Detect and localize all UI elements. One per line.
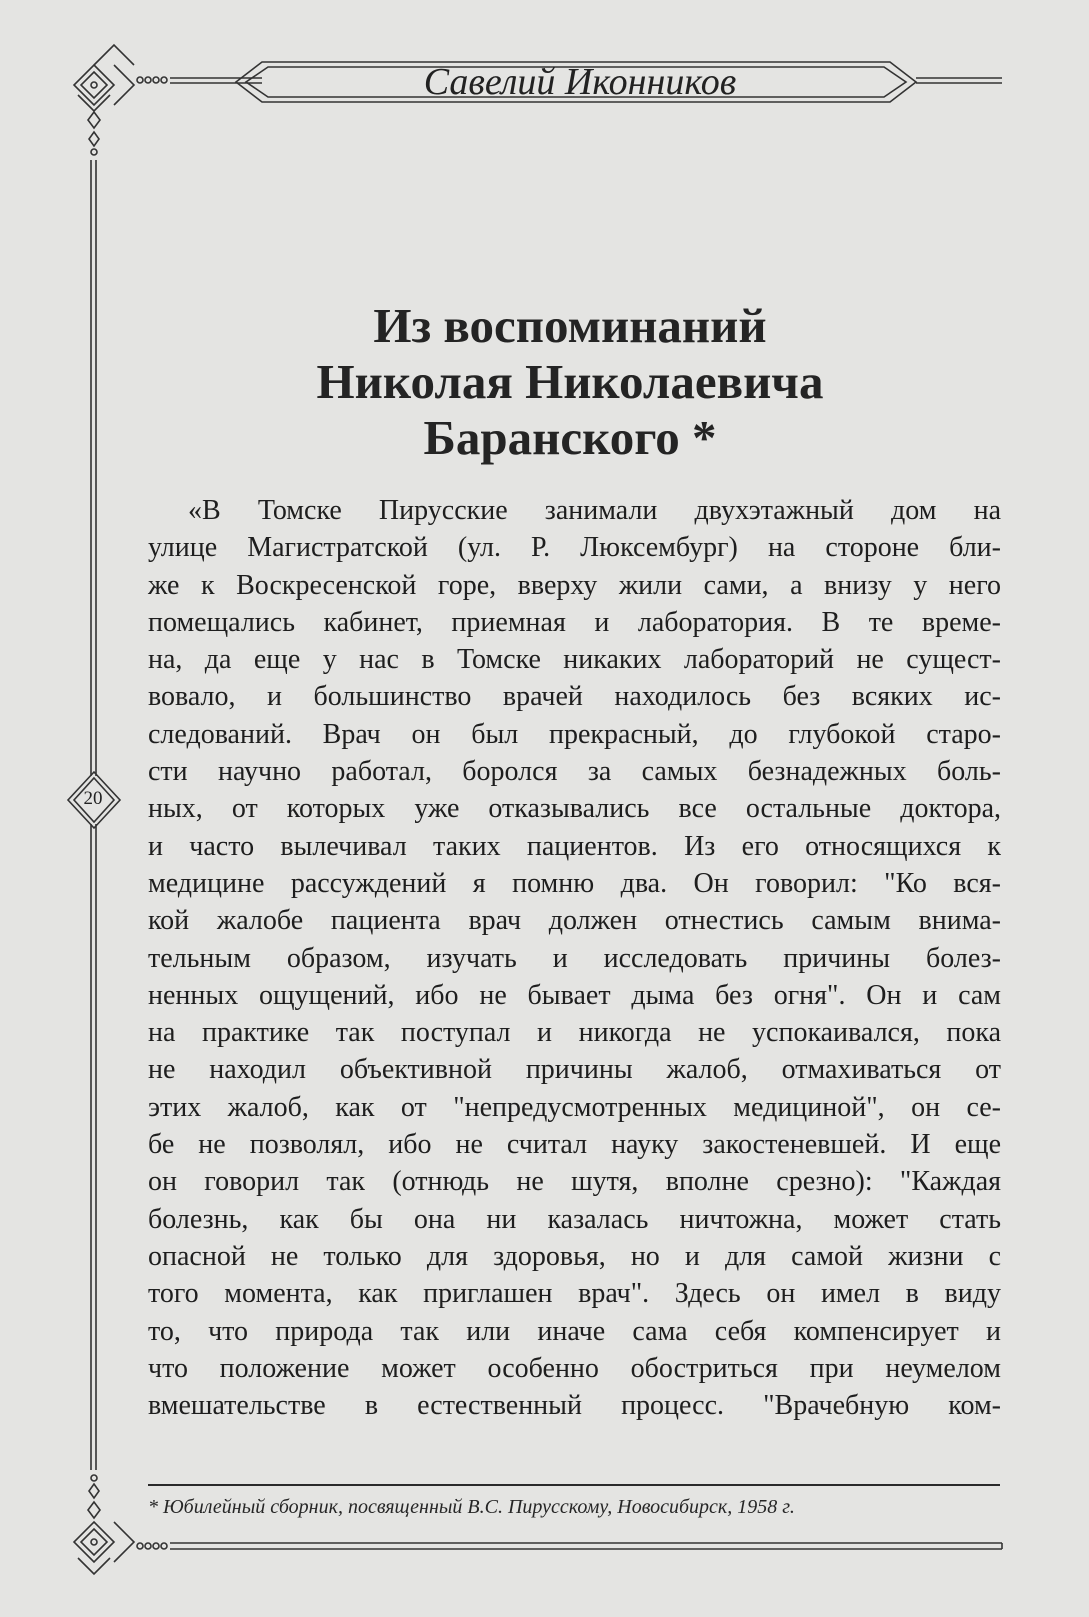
body-line: и часто вылечивал таких пациентов. Из его относящихся к bbox=[148, 830, 1001, 862]
body-line: вмешательстве в естественный процесс. "Врачебную ком- bbox=[148, 1390, 1001, 1422]
body-line: болезнь, как бы она ни казалась ничтожна, может стать bbox=[148, 1203, 1001, 1235]
footnote: * Юбилейный сборник, посвященный В.С. Пирусскому, Новосибирск, 1958 г. bbox=[148, 1496, 795, 1518]
body-line: ных, от которых уже отказывались все остальные доктора, bbox=[148, 793, 1001, 825]
body-line: «В Томске Пирусские занимали двухэтажный дом на bbox=[188, 495, 1001, 526]
body-line: медицине рассуждений я помню два. Он говорил: "Ко вся- bbox=[148, 867, 1001, 899]
body-line: ненных ощущений, ибо не бывает дыма без огня". Он и сам bbox=[148, 979, 1001, 1011]
running-header-author: Савелий Иконников bbox=[423, 61, 737, 103]
body-line: он говорил так (отнюдь не шутя, вполне срезно): "Каждая bbox=[148, 1166, 1001, 1198]
article-body bbox=[148, 492, 1001, 1424]
left-border-rails bbox=[68, 160, 120, 1470]
body-line: следований. Врач он был прекрасный, до глубокой старо- bbox=[148, 718, 1001, 750]
title-line: Из воспоминаний bbox=[373, 298, 767, 353]
body-line: на практике так поступал и никогда не успокаивался, пока bbox=[148, 1017, 1001, 1049]
article-title bbox=[140, 298, 1000, 466]
body-line: опасной не только для здоровья, но и для самой жизни с bbox=[148, 1240, 1001, 1272]
body-line: же к Воскресенской горе, вверху жили сами, а внизу у него bbox=[148, 569, 1001, 601]
body-line: улице Магистратской (ул. Р. Люксембург) на стороне бли- bbox=[148, 532, 1001, 564]
page-number: 20 bbox=[83, 788, 103, 809]
body-line: не находил объективной причины жалоб, отмахиваться от bbox=[148, 1054, 1001, 1086]
body-line: вовало, и большинство врачей находилось без всяких ис- bbox=[148, 681, 1001, 713]
title-line: Баранского * bbox=[423, 410, 717, 465]
body-line: то, что природа так или иначе сама себя компенсирует и bbox=[148, 1315, 1001, 1347]
bottom-border-rails bbox=[170, 1543, 1002, 1549]
body-line: кой жалобе пациента врач должен отнестись самым внима- bbox=[148, 905, 1001, 937]
body-line: того момента, как приглашен врач". Здесь он имел в виду bbox=[148, 1278, 1001, 1310]
body-line: сти научно работал, боролся за самых безнадежных боль- bbox=[148, 756, 1001, 788]
body-line: бе не позволял, ибо не считал науку закостеневшей. И еще bbox=[148, 1129, 1001, 1161]
body-line: помещались кабинет, приемная и лаборатория. В те време- bbox=[148, 606, 1001, 638]
body-line: что положение может особенно обостриться при неумелом bbox=[148, 1352, 1001, 1384]
body-line: этих жалоб, как от "непредусмотренных медициной", он се- bbox=[148, 1091, 1001, 1123]
title-line: Николая Николаевича bbox=[316, 354, 824, 409]
footnote-divider bbox=[148, 1484, 1000, 1486]
body-line: тельным образом, изучать и исследовать причины болез- bbox=[148, 942, 1001, 974]
top-corner-knot-icon bbox=[74, 45, 167, 155]
body-line: на, да еще у нас в Томске никаких лабораторий не сущест- bbox=[148, 644, 1001, 676]
bottom-corner-knot-icon bbox=[74, 1475, 167, 1574]
